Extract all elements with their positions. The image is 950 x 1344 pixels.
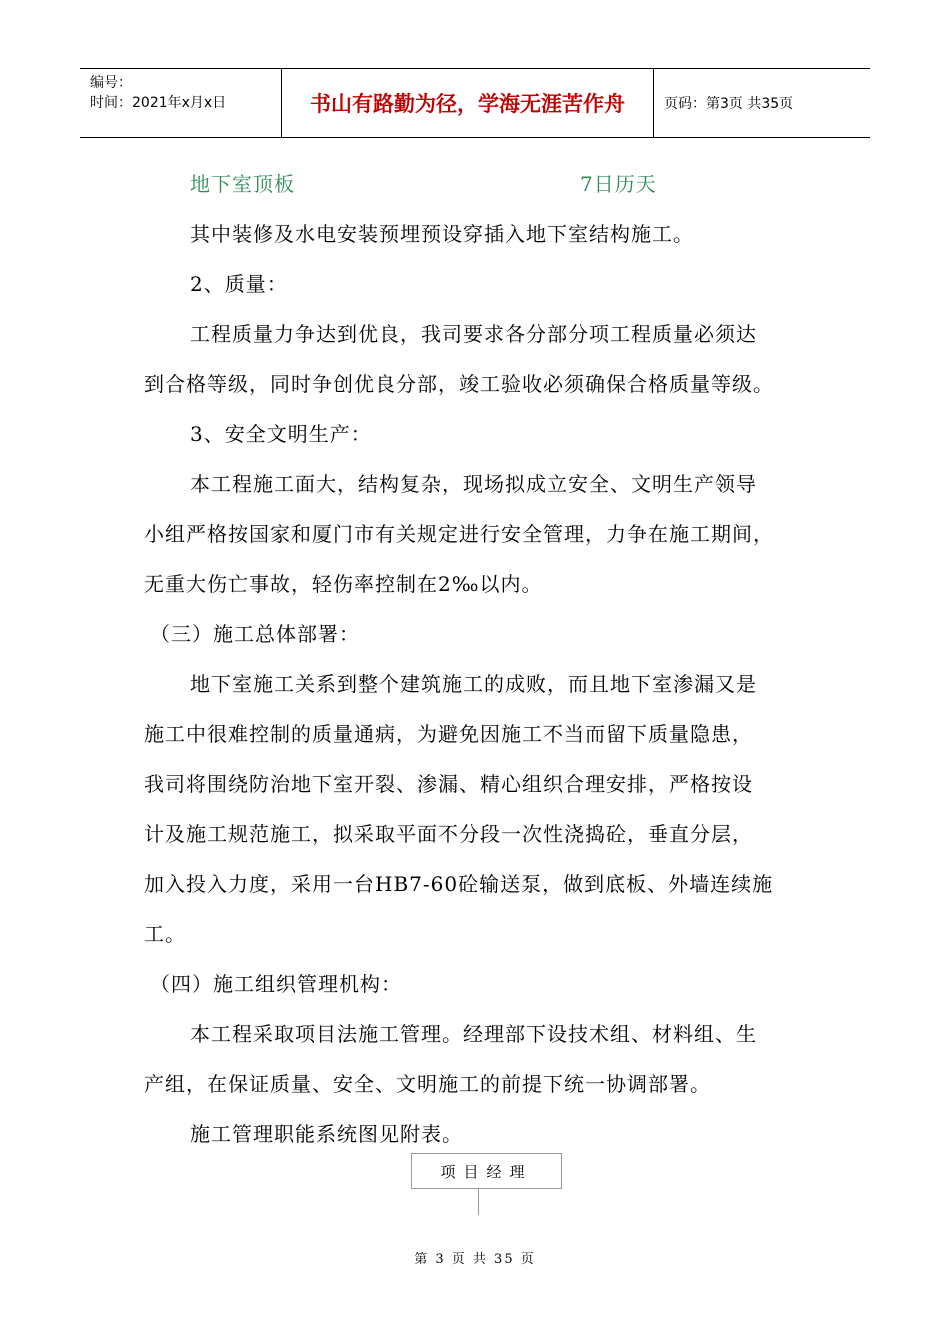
paragraph-line: 产组，在保证质量、安全、文明施工的前提下统一协调部署。	[144, 1072, 711, 1096]
header-motto: 书山有路勤为径，学海无涯苦作舟	[282, 69, 654, 137]
paragraph-line: 地下室施工关系到整个建筑施工的成败，而且地下室渗漏又是	[190, 672, 757, 696]
paragraph-line: 小组严格按国家和厦门市有关规定进行安全管理，力争在施工期间，	[144, 522, 774, 546]
paragraph-line: 无重大伤亡事故，轻伤率控制在2‰以内。	[144, 572, 543, 596]
paragraph-line: 本工程采取项目法施工管理。经理部下设技术组、材料组、生	[190, 1022, 757, 1046]
paragraph-line: 工程质量力争达到优良，我司要求各分部分项工程质量必须达	[190, 322, 757, 346]
paragraph-line: 计及施工规范施工，拟采取平面不分段一次性浇捣砼，垂直分层，	[144, 822, 753, 846]
page-footer: 第 3 页 共 35 页	[414, 1252, 536, 1267]
date-label: 时间：2021年x月x日	[90, 95, 227, 111]
paragraph-line: 工。	[144, 922, 186, 946]
paragraph-line: 施工中很难控制的质量通病，为避免因施工不当而留下质量隐患，	[144, 722, 753, 746]
paragraph-line: 其中装修及水电安装预埋预设穿插入地下室结构施工。	[190, 222, 694, 246]
section-heading: 3、安全文明生产：	[190, 422, 372, 446]
paragraph-line: 加入投入力度，采用一台HB7-60砼输送泵，做到底板、外墙连续施	[144, 872, 774, 896]
section-heading: （三）施工总体部署：	[150, 622, 360, 646]
section-heading: （四）施工组织管理机构：	[150, 972, 402, 996]
paragraph-line: 本工程施工面大，结构复杂，现场拟成立安全、文明生产领导	[190, 472, 757, 496]
paragraph-line: 到合格等级，同时争创优良分部，竣工验收必须确保合格质量等级。	[144, 372, 774, 396]
document-header	[80, 68, 870, 138]
serial-label: 编号：	[90, 75, 132, 91]
section-heading: 2、质量：	[190, 272, 288, 296]
header-page-label: 页码：第3页 共35页	[664, 96, 794, 112]
header-meta	[80, 69, 282, 137]
org-chart-top-box: 项目经理	[411, 1153, 562, 1189]
paragraph-line: 施工管理职能系统图见附表。	[190, 1122, 463, 1146]
schedule-item: 地下室顶板	[190, 172, 295, 196]
schedule-days: 7日历天	[580, 172, 657, 196]
org-chart-connector	[478, 1189, 479, 1215]
paragraph-line: 我司将围绕防治地下室开裂、渗漏、精心组织合理安排，严格按设	[144, 772, 753, 796]
